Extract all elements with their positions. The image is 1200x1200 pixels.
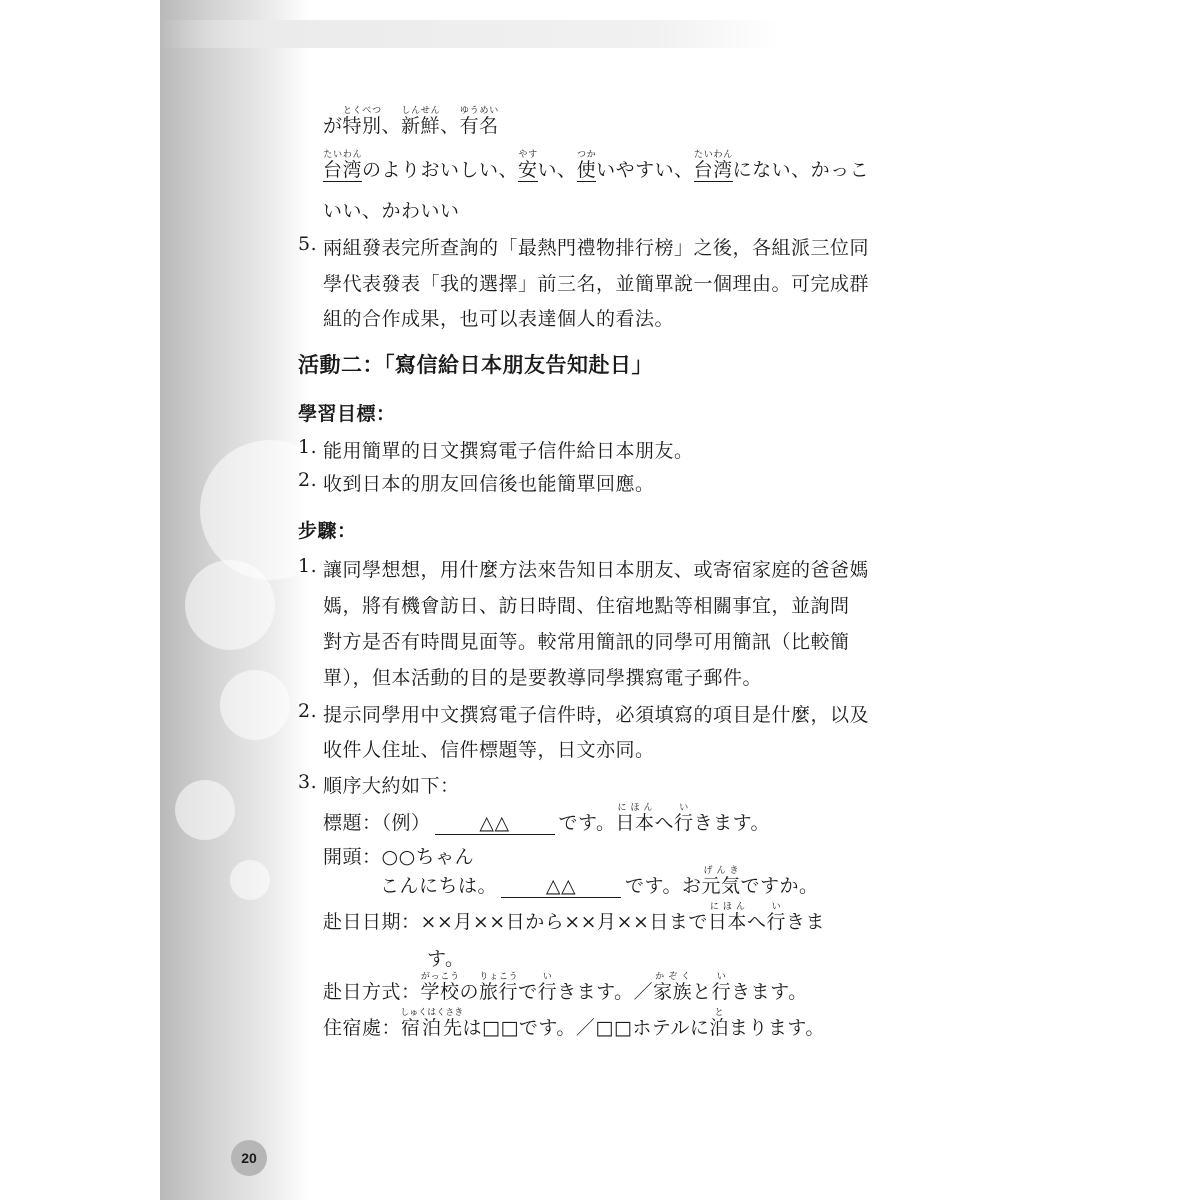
fill-in-blank: △△ (501, 875, 621, 898)
step-1-number: 1. (298, 555, 318, 577)
item-5-number: 5. (298, 233, 318, 255)
ruby-shinsen: 新鮮しんせん (401, 106, 441, 137)
ruby-tsukau: 使つか (576, 150, 597, 181)
ruby-iku: 行い (674, 803, 694, 834)
step-3-number: 3. (298, 771, 318, 793)
bokeh-decoration (185, 560, 275, 650)
goals-heading: 學習目標： (298, 403, 396, 425)
template-greeting: こんにちは。 △△ です。お元気げんきですか。 (380, 866, 819, 897)
step-2-line: 提示同學用中文撰寫電子信件時，必須填寫的項目是什麼，以及 (323, 704, 870, 726)
ruby-kazoku: 家族かぞく (653, 972, 693, 1003)
item-5-line: 組的合作成果，也可以表達個人的看法。 (323, 308, 675, 330)
step-3-text: 順序大約如下： (323, 775, 460, 797)
item-5-line: 兩組發表完所查詢的「最熱門禮物排行榜」之後，各組派三位同 (323, 237, 870, 259)
step-1-line: 媽，將有機會訪日、訪日時間、住宿地點等相關事宜，並詢問 (323, 595, 850, 617)
furigana-line-1: が特別とくべつ、新鮮しんせん、有名ゆうめい (323, 106, 499, 137)
ruby-ryokou: 旅行りょこう (479, 972, 519, 1003)
furigana-line-3: いい、かわいい (323, 200, 460, 222)
ruby-genki: 元気げんき (701, 866, 741, 897)
ruby-nihon: 日本にほん (615, 803, 655, 834)
ruby-yuumei: 有名ゆうめい (459, 106, 499, 137)
template-dates-cont: す。 (427, 948, 465, 970)
ruby-nihon: 日本にほん (707, 902, 747, 933)
page-number-badge: 20 (231, 1140, 267, 1176)
bokeh-decoration (175, 780, 235, 840)
bokeh-decoration (200, 440, 340, 580)
ruby-iku: 行い (711, 972, 732, 1003)
template-lodging: 住宿處：宿泊先しゅくはくさきは□□です。／□□ホテルに泊とまります。 (323, 1008, 825, 1039)
ruby-taiwan: 台湾たいわん (693, 150, 733, 181)
bokeh-decoration (230, 860, 270, 900)
fill-in-blank: △△ (435, 812, 555, 835)
ruby-taiwan: 台湾たいわん (323, 150, 363, 181)
ruby-gakkou: 学校がっこう (420, 972, 460, 1003)
step-1-line: 讓同學想想，用什麼方法來告知日本朋友、或寄宿家庭的爸爸媽 (323, 559, 870, 581)
goal-number: 2. (298, 469, 318, 491)
steps-heading: 步驟： (298, 520, 357, 542)
template-subject: 標題：（例） △△ です。日本にほんへ行いきます。 (323, 803, 771, 834)
goal-item: 收到日本的朋友回信後也能簡單回應。 (323, 473, 655, 495)
bokeh-decoration (220, 670, 290, 740)
step-1-line: 單），但本活動的目的是要教導同學撰寫電子郵件。 (323, 667, 763, 689)
ruby-yasui: 安やす (518, 150, 538, 181)
goal-number: 1. (298, 436, 318, 458)
ruby-tokubetsu: 特別とくべつ (342, 106, 382, 137)
item-5-line: 學代表發表「我的選擇」前三名，並簡單說一個理由。可完成群 (323, 273, 870, 295)
template-opening: 開頭：○○ちゃん (323, 846, 475, 868)
furigana-line-2: 台湾たいわんのよりおいしい、安やすい、使つかいやすい、台湾たいわんにない、かっこ (323, 150, 870, 181)
ruby-iku: 行い (766, 902, 786, 933)
ruby-shukuhakusaki: 宿泊先しゅくはくさき (400, 1008, 464, 1039)
template-dates: 赴日日期：××月××日から××月××日まで日本にほんへ行いきま (323, 902, 825, 933)
ruby-iku: 行い (537, 972, 558, 1003)
step-2-line: 收件人住址、信件標題等，日文亦同。 (323, 739, 655, 761)
step-2-number: 2. (298, 700, 318, 722)
step-1-line: 對方是否有時間見面等。較常用簡訊的同學可用簡訊（比較簡 (323, 631, 850, 653)
activity-title: 活動二：「寫信給日本朋友告知赴日」 (298, 353, 653, 377)
header-decoration (160, 20, 780, 48)
ruby-tomaru: 泊と (709, 1008, 729, 1039)
goal-item: 能用簡單的日文撰寫電子信件給日本朋友。 (323, 440, 694, 462)
template-method: 赴日方式：学校がっこうの旅行りょこうで行いきます。／家族かぞくと行いきます。 (323, 972, 808, 1003)
